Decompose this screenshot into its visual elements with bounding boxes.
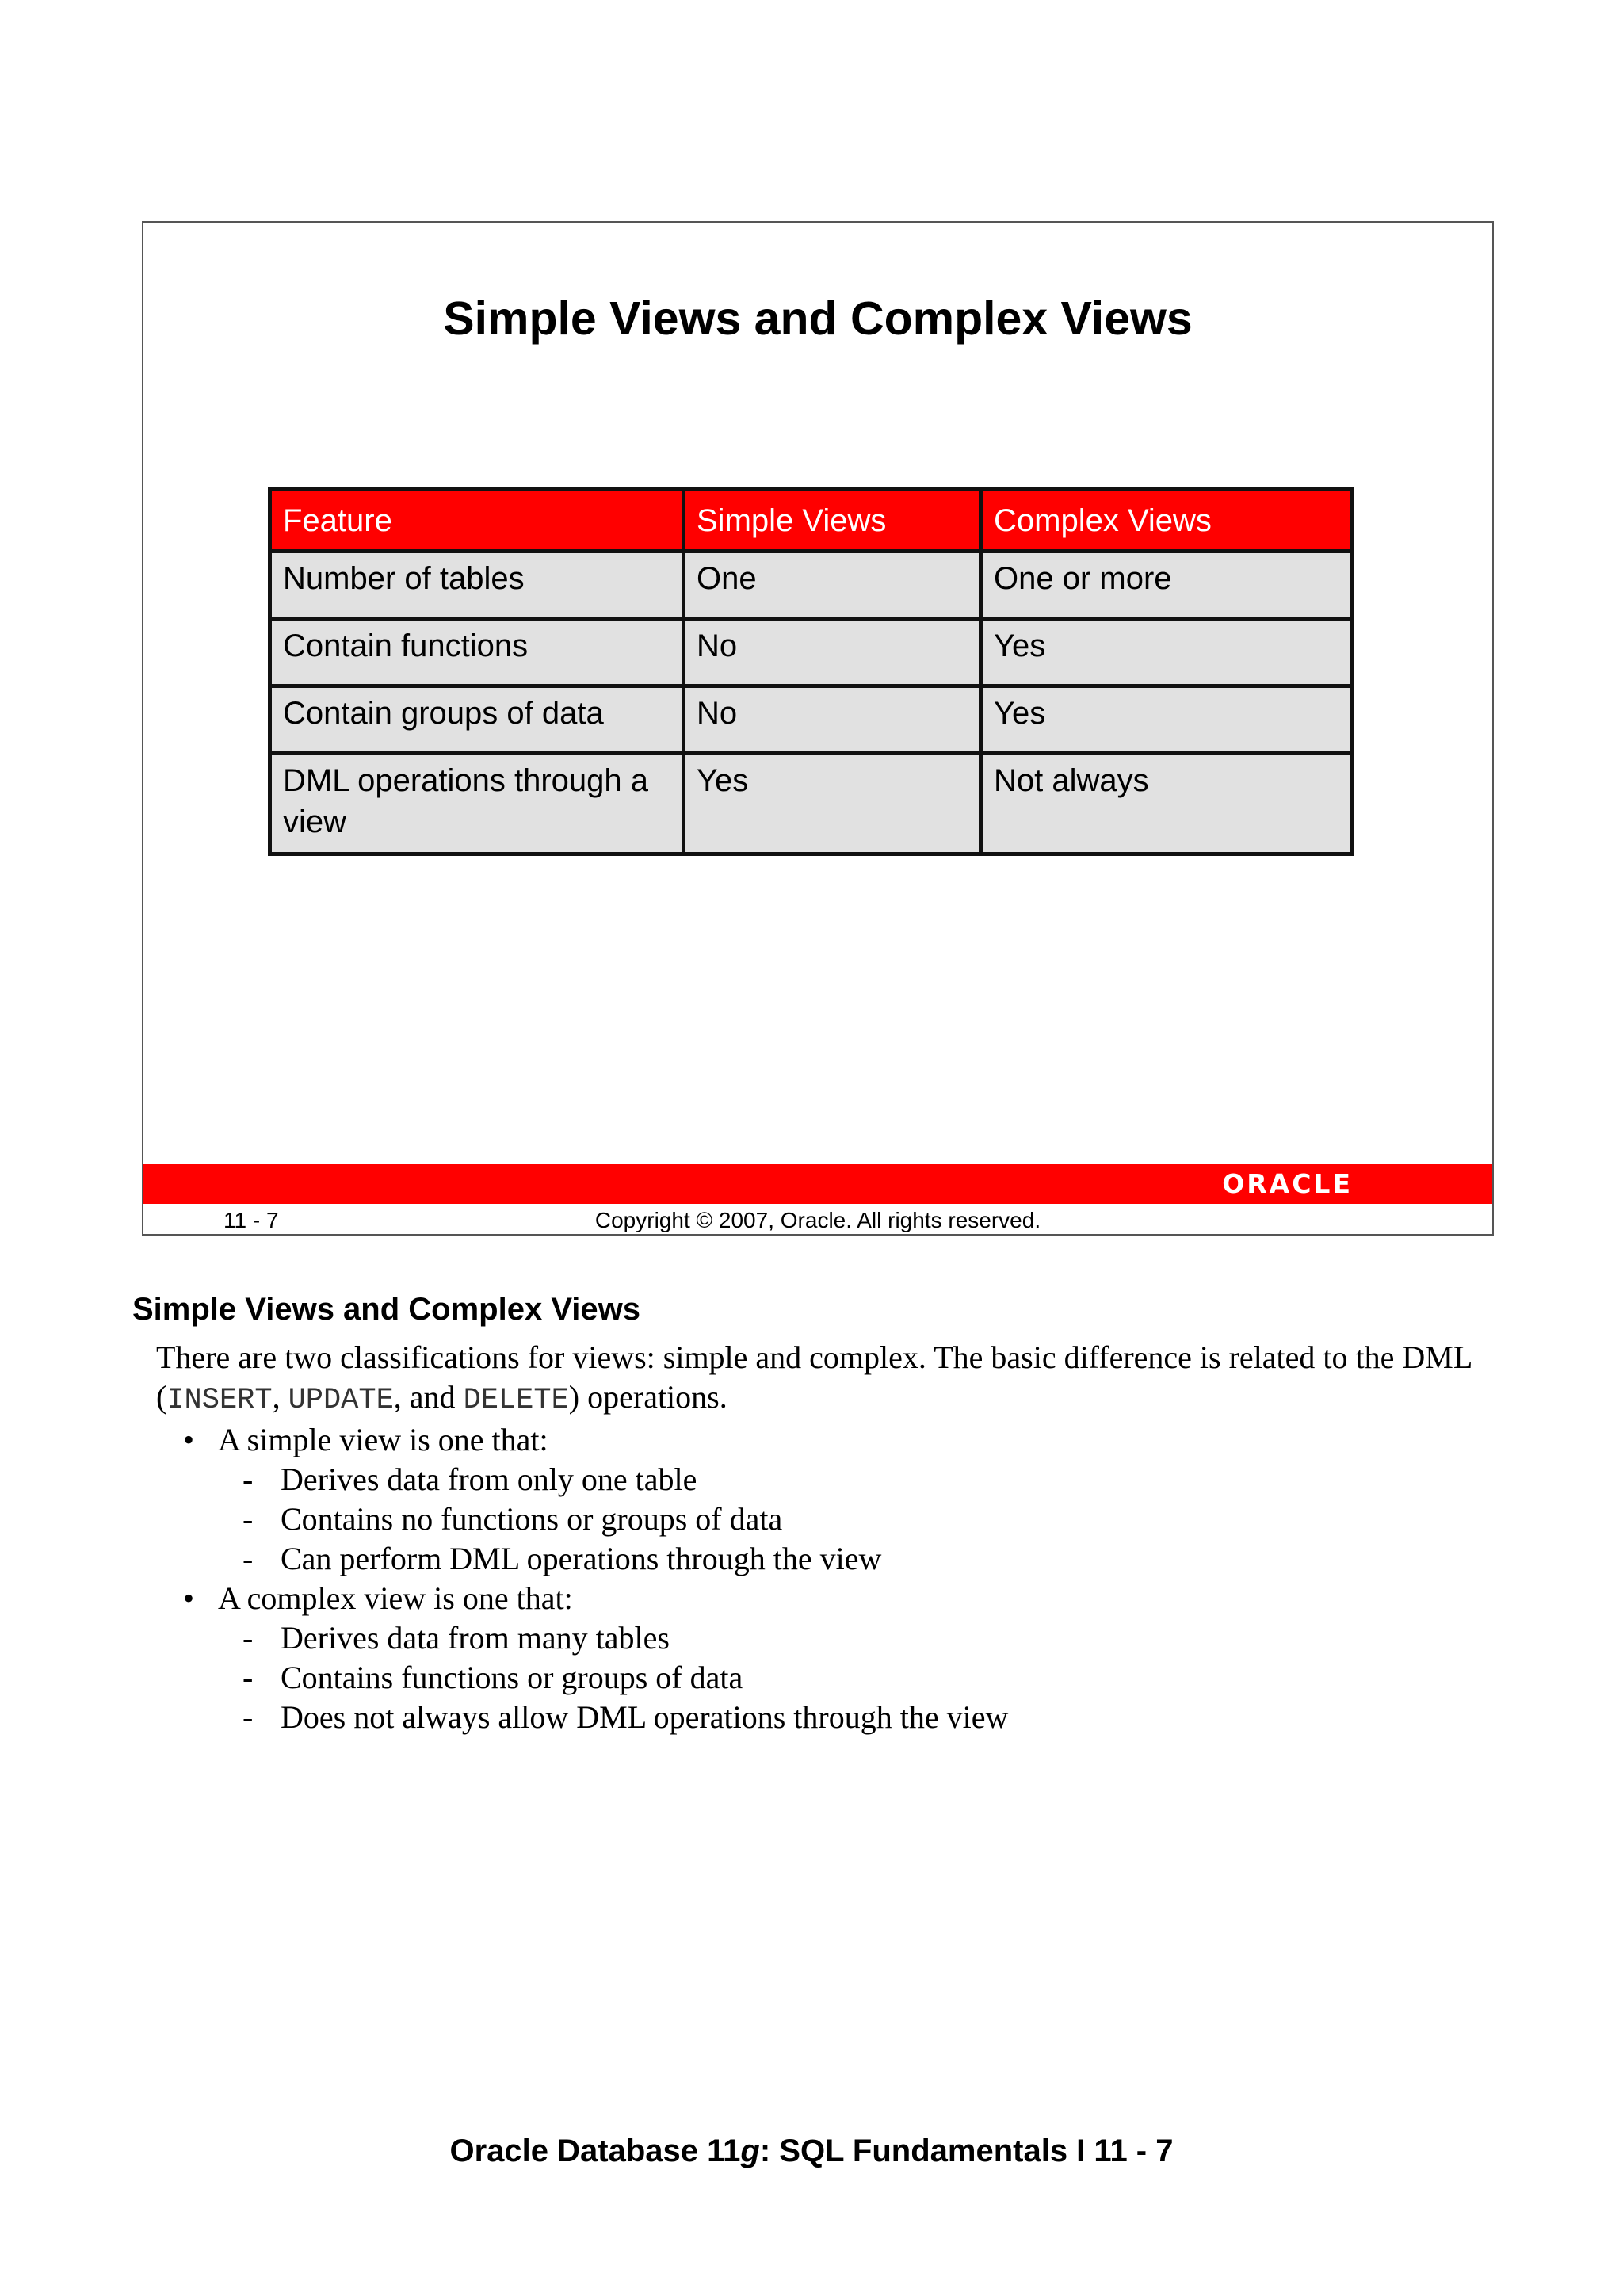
bullet-icon: • [183,1580,195,1616]
sub-item-text: Can perform DML operations through the view [281,1541,882,1576]
table-header-cell: Complex Views [981,489,1352,552]
table-header-cell: Simple Views [684,489,981,552]
complex-view-bullet: A complex view is one that: [218,1580,573,1616]
table-row [270,619,1352,686]
slide-number: 11 - 7 [223,1208,279,1232]
delete-keyword: DELETE [463,1384,569,1417]
footer-prefix: Oracle Database 11 [449,2134,741,2168]
dash-icon: - [242,1541,254,1576]
footer-suffix: : SQL Fundamentals I 11 - 7 [759,2134,1174,2168]
table-cell: No [684,619,981,686]
slide-footer-bar [143,1164,1492,1204]
table-cell: Contain functions [270,619,684,686]
dash-icon: - [242,1660,254,1695]
table-row [270,754,1352,854]
list-item [156,1579,1503,1618]
list-item [156,1499,1503,1539]
intro-separator: , and [393,1379,464,1415]
intro-text: There are two classifications for views: simple and complex. The basic difference is related to the DML ( [156,1339,1472,1415]
table-cell: Yes [981,619,1352,686]
list-item [156,1420,1503,1460]
oracle-logo: ORACLE [1222,1168,1353,1199]
sub-item-text: Derives data from many tables [281,1620,670,1656]
dash-icon: - [242,1620,254,1656]
table-cell: Contain groups of data [270,686,684,754]
table-cell: Not always [981,754,1352,854]
notes-body [156,1338,1503,1737]
table-cell: One or more [981,552,1352,619]
table-cell: Number of tables [270,552,684,619]
table-cell: One [684,552,981,619]
dash-icon: - [242,1461,254,1497]
dash-icon: - [242,1501,254,1537]
table-cell: Yes [684,754,981,854]
sub-item-text: Does not always allow DML operations through the view [281,1699,1009,1735]
sub-item-text: Derives data from only one table [281,1461,697,1497]
insert-keyword: INSERT [166,1384,273,1417]
table-cell: DML operations through a view [270,754,684,854]
list-item [156,1460,1503,1499]
footer-italic: g [740,2134,760,2168]
table-cell: No [684,686,981,754]
intro-end: ) operations. [568,1379,727,1415]
list-item [156,1698,1503,1737]
page-footer [0,2132,1623,2170]
list-item [156,1658,1503,1698]
list-item [156,1539,1503,1579]
list-item [156,1618,1503,1658]
notes-heading: Simple Views and Complex Views [132,1292,640,1327]
bullet-icon: • [183,1422,195,1457]
copyright-notice: Copyright © 2007, Oracle. All rights reserved. [594,1208,1041,1232]
dash-icon: - [242,1699,254,1735]
slide-title: Simple Views and Complex Views [443,292,1193,345]
update-keyword: UPDATE [288,1384,394,1417]
sub-item-text: Contains functions or groups of data [281,1660,743,1695]
simple-view-bullet: A simple view is one that: [218,1422,548,1457]
intro-separator: , [272,1379,288,1415]
sub-item-text: Contains no functions or groups of data [281,1501,783,1537]
feature-comparison-table [268,487,1354,856]
table-header-cell: Feature [270,489,684,552]
intro-paragraph [156,1338,1503,1420]
slide-frame [142,221,1494,1236]
table-header-row [270,489,1352,552]
table-cell: Yes [981,686,1352,754]
table-row [270,552,1352,619]
table-row [270,686,1352,754]
